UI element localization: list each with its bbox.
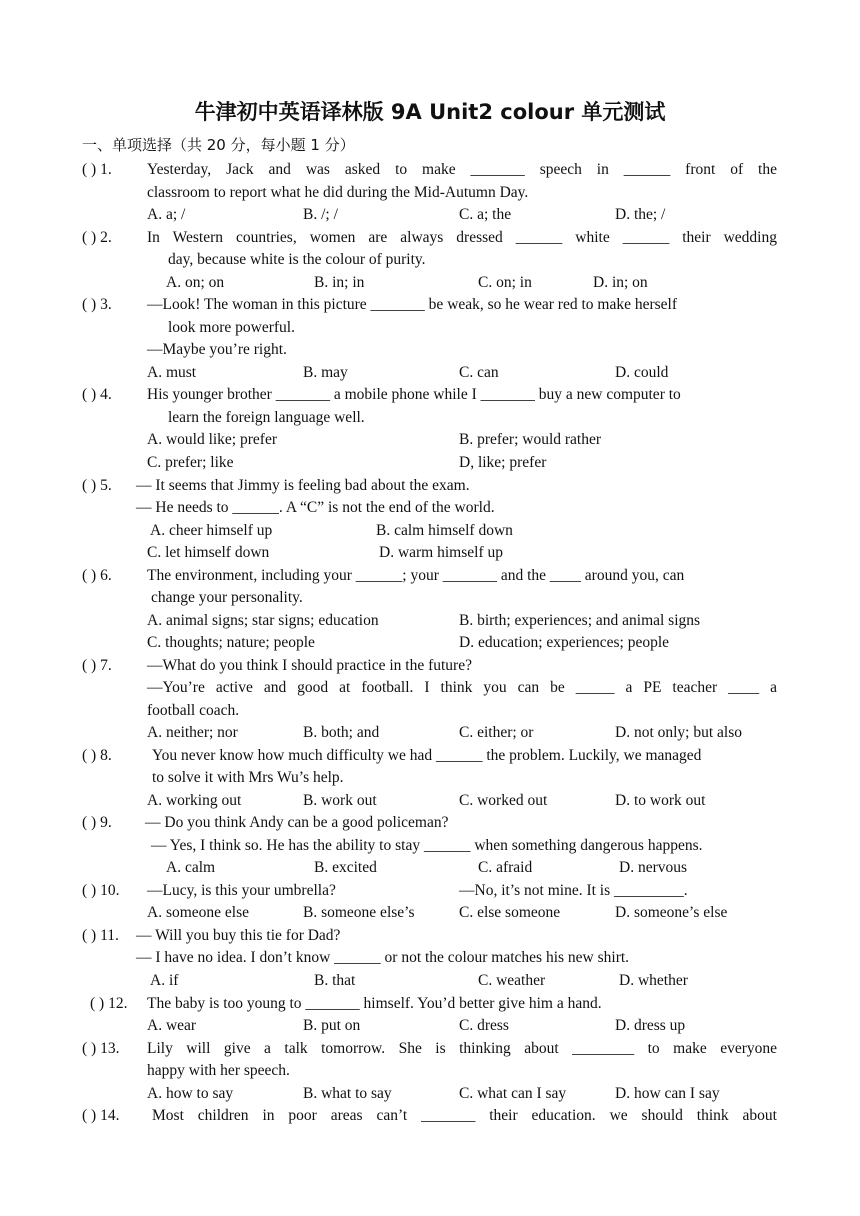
question-text: football coach. bbox=[147, 702, 240, 719]
option-c: C. what can I say bbox=[459, 1085, 567, 1102]
option-b: B. birth; experiences; and animal signs bbox=[459, 612, 701, 629]
option-d: D. warm himself up bbox=[379, 544, 503, 561]
option-b: B. may bbox=[303, 364, 348, 381]
option-c: C. prefer; like bbox=[147, 454, 234, 471]
option-b: B. put on bbox=[303, 1017, 361, 1034]
option-c: C. worked out bbox=[459, 792, 548, 809]
option-d: D. whether bbox=[619, 972, 688, 989]
option-c: C. dress bbox=[459, 1017, 509, 1034]
option-b: B. both; and bbox=[303, 724, 380, 741]
option-c: C. thoughts; nature; people bbox=[147, 634, 315, 651]
question-number: ( ) 10. bbox=[82, 882, 120, 899]
question-text: His younger brother _______ a mobile phone while I _______ buy a new computer to bbox=[147, 386, 681, 403]
option-c: C. else someone bbox=[459, 904, 561, 921]
option-d: D. nervous bbox=[619, 859, 688, 876]
question-text: The environment, including your ______; your _______ and the ____ around you, can bbox=[147, 567, 685, 584]
question-text: The baby is too young to _______ himself. You’d better give him a hand. bbox=[147, 995, 602, 1012]
question-text: —You’re active and good at football. I think you can be _____ a PE teacher ____ a bbox=[147, 679, 777, 696]
option-d: D. dress up bbox=[615, 1017, 686, 1034]
question-text: look more powerful. bbox=[168, 319, 295, 336]
option-c: C. afraid bbox=[478, 859, 533, 876]
option-c: C. can bbox=[459, 364, 499, 381]
option-d: D, like; prefer bbox=[459, 454, 547, 471]
question-text: Lily will give a talk tomorrow. She is thinking about ________ to make everyone bbox=[147, 1040, 777, 1057]
question-number: ( ) 7. bbox=[82, 657, 112, 674]
option-a: A. neither; nor bbox=[147, 724, 238, 741]
question-text: — Will you buy this tie for Dad? bbox=[136, 927, 341, 944]
section-heading: 一、单项选择（共 20 分，每小题 1 分） bbox=[82, 136, 355, 154]
question-text: — It seems that Jimmy is feeling bad about the exam. bbox=[136, 477, 470, 494]
question-text: You never know how much difficulty we had ______ the problem. Luckily, we managed bbox=[152, 747, 702, 764]
question-number: ( ) 4. bbox=[82, 386, 112, 403]
option-a: A. someone else bbox=[147, 904, 250, 921]
option-a: A. on; on bbox=[166, 274, 225, 291]
option-a: A. calm bbox=[166, 859, 216, 876]
option-d: D. education; experiences; people bbox=[459, 634, 670, 651]
option-d: D. the; / bbox=[615, 206, 666, 223]
option-a: A. must bbox=[147, 364, 197, 381]
option-d: D. not only; but also bbox=[615, 724, 743, 741]
option-c: C. weather bbox=[478, 972, 546, 989]
option-d: D. someone’s else bbox=[615, 904, 728, 921]
option-a: A. working out bbox=[147, 792, 242, 809]
option-b: B. what to say bbox=[303, 1085, 392, 1102]
question-number: ( ) 12. bbox=[90, 995, 128, 1012]
option-c: C. either; or bbox=[459, 724, 534, 741]
question-text: — Do you think Andy can be a good policeman? bbox=[145, 814, 449, 831]
option-d: D. how can I say bbox=[615, 1085, 720, 1102]
option-b: B. someone else’s bbox=[303, 904, 415, 921]
option-a: A. cheer himself up bbox=[150, 522, 273, 539]
question-text: — I have no idea. I don’t know ______ or not the colour matches his new shirt. bbox=[136, 949, 630, 966]
question-number: ( ) 8. bbox=[82, 747, 112, 764]
option-a: A. animal signs; star signs; education bbox=[147, 612, 379, 629]
option-a: A. wear bbox=[147, 1017, 197, 1034]
question-number: ( ) 1. bbox=[82, 161, 112, 178]
question-number: ( ) 11. bbox=[82, 927, 119, 944]
question-number: ( ) 3. bbox=[82, 296, 112, 313]
page-title: 牛津初中英语译林版 9A Unit2 colour 单元测试 bbox=[194, 100, 666, 124]
question-text: — He needs to ______. A “C” is not the end of the world. bbox=[136, 499, 495, 516]
option-a: A. would like; prefer bbox=[147, 431, 277, 448]
option-b: B. calm himself down bbox=[376, 522, 513, 539]
question-text: classroom to report what he did during the Mid-Autumn Day. bbox=[147, 184, 529, 201]
option-c: C. a; the bbox=[459, 206, 512, 223]
question-text: learn the foreign language well. bbox=[168, 409, 365, 426]
option-b: B. in; in bbox=[314, 274, 365, 291]
question-number: ( ) 6. bbox=[82, 567, 112, 584]
question-text: In Western countries, women are always dressed ______ white ______ their wedding bbox=[147, 229, 777, 246]
option-d: D. to work out bbox=[615, 792, 706, 809]
question-text: change your personality. bbox=[151, 589, 303, 606]
question-text: day, because white is the colour of purity. bbox=[168, 251, 426, 268]
question-text: —Maybe you’re right. bbox=[147, 341, 287, 358]
option-b: B. work out bbox=[303, 792, 377, 809]
option-c: C. on; in bbox=[478, 274, 532, 291]
question-number: ( ) 9. bbox=[82, 814, 112, 831]
question-text: happy with her speech. bbox=[147, 1062, 290, 1079]
option-a: A. a; / bbox=[147, 206, 186, 223]
question-text: —Look! The woman in this picture _______ be weak, so he wear red to make herself bbox=[147, 296, 678, 313]
question-number: ( ) 14. bbox=[82, 1107, 120, 1124]
question-text: — Yes, I think so. He has the ability to stay ______ when something dangerous happens. bbox=[151, 837, 703, 854]
option-b: B. prefer; would rather bbox=[459, 431, 602, 448]
question-text: to solve it with Mrs Wu’s help. bbox=[152, 769, 344, 786]
question-text: —Lucy, is this your umbrella? bbox=[147, 882, 336, 899]
question-text: Most children in poor areas can’t _______ their education. we should think about bbox=[152, 1107, 777, 1124]
option-b: B. excited bbox=[314, 859, 377, 876]
option-a: A. how to say bbox=[147, 1085, 234, 1102]
option-d: D. could bbox=[615, 364, 669, 381]
question-number: ( ) 13. bbox=[82, 1040, 120, 1057]
option-b: B. /; / bbox=[303, 206, 338, 223]
option-d: D. in; on bbox=[593, 274, 648, 291]
question-text: —No, it’s not mine. It is _________. bbox=[459, 882, 688, 899]
question-number: ( ) 5. bbox=[82, 477, 112, 494]
question-text: Yesterday, Jack and was asked to make _______ speech in ______ front of the bbox=[147, 161, 777, 178]
question-text: —What do you think I should practice in the future? bbox=[147, 657, 472, 674]
option-b: B. that bbox=[314, 972, 356, 989]
option-c: C. let himself down bbox=[147, 544, 270, 561]
question-number: ( ) 2. bbox=[82, 229, 112, 246]
option-a: A. if bbox=[150, 972, 179, 989]
